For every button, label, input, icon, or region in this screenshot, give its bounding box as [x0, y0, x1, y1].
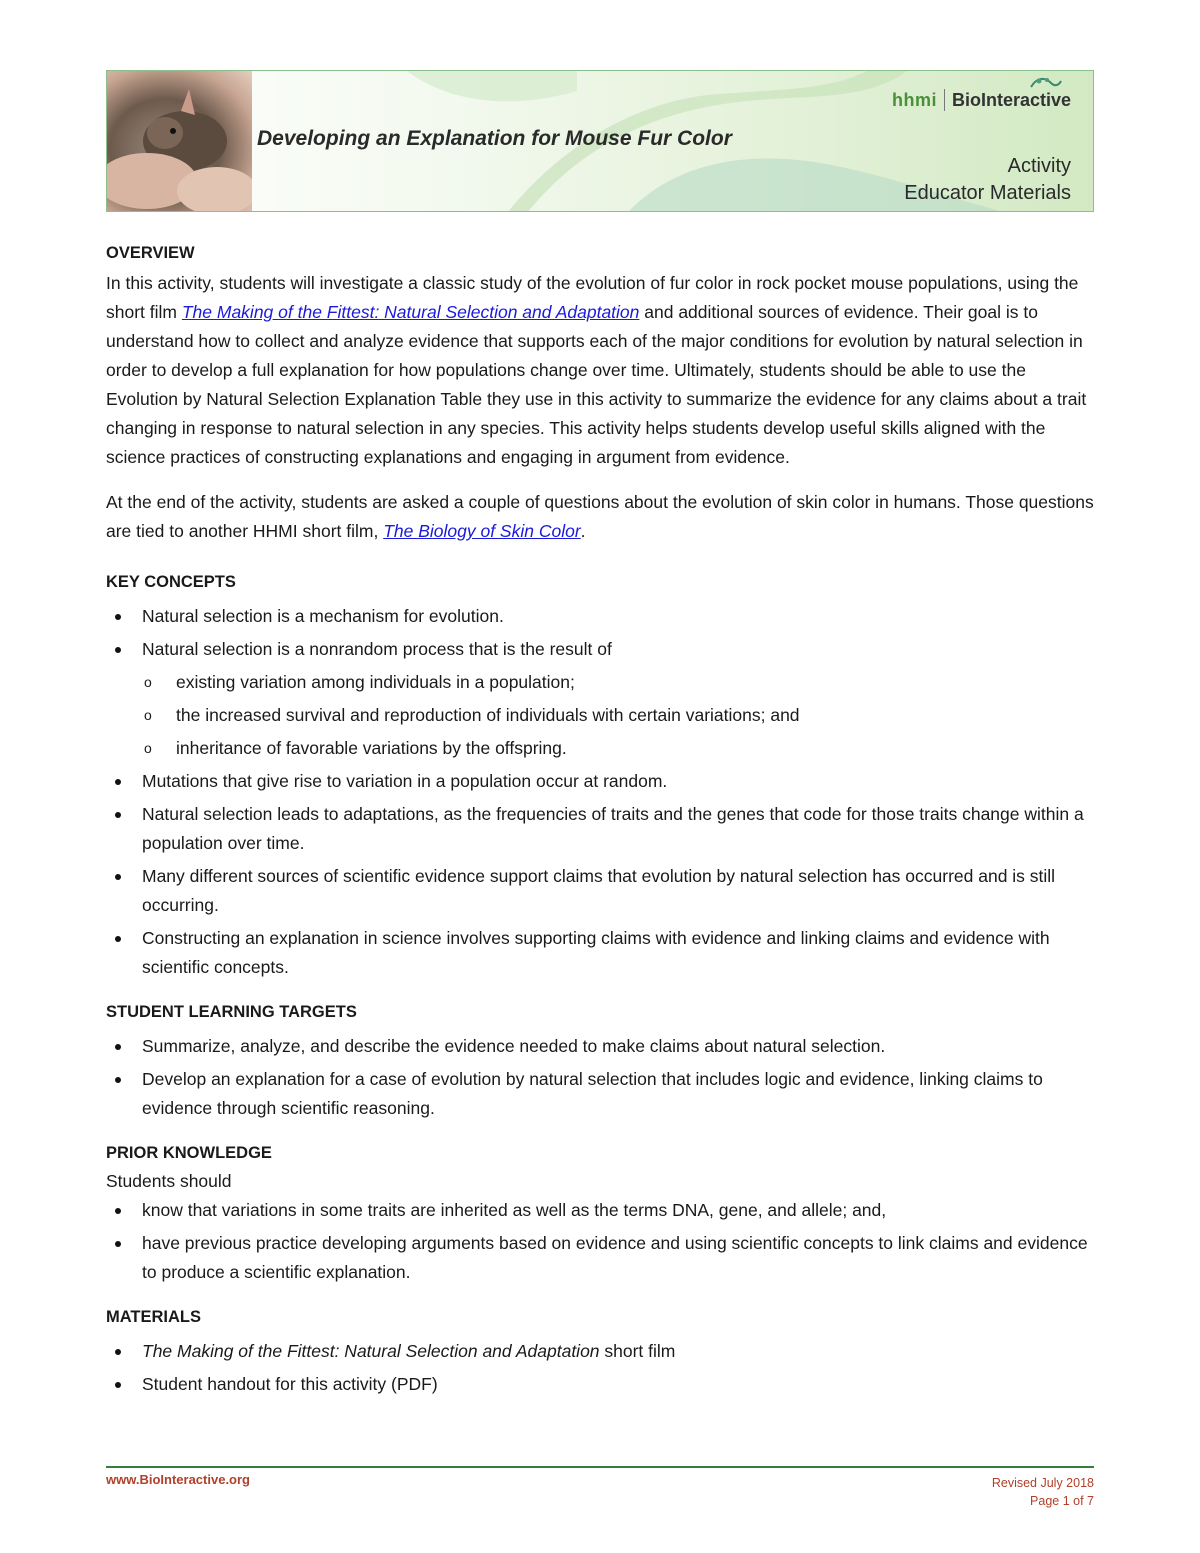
document-body: [106, 241, 1096, 1403]
overview-text-3: At the end of the activity, students are asked a couple of questions about the evolution of skin color in humans. Those questions are tied to another HHMI short film,: [106, 492, 1094, 541]
educator-materials-label: Educator Materials: [904, 182, 1071, 204]
logo-divider: [944, 89, 945, 111]
overview-heading: OVERVIEW: [106, 244, 195, 262]
learning-targets-list: [106, 1032, 1096, 1123]
film-title: The Making of the Fittest: Natural Selection and Adaptation: [142, 1341, 600, 1361]
key-concepts-list: [106, 602, 1096, 982]
mouse-photo: [107, 71, 252, 211]
leaf-icon: [1029, 75, 1063, 91]
list-item: Mutations that give rise to variation in a population occur at random.: [106, 767, 1096, 796]
footer-divider: [106, 1466, 1094, 1468]
list-item: [106, 1337, 1096, 1366]
learning-targets-heading: STUDENT LEARNING TARGETS: [106, 1003, 357, 1021]
hhmi-biointeractive-logo[interactable]: [892, 89, 1071, 111]
revised-date: Revised July 2018: [991, 1476, 1094, 1490]
list-item: Summarize, analyze, and describe the evidence needed to make claims about natural selection.: [106, 1032, 1096, 1061]
sub-list-item: o the increased survival and reproduction of individuals with certain variations; and: [106, 701, 1096, 730]
page-number: Page 1 of 7: [1030, 1494, 1094, 1508]
materials-heading: MATERIALS: [106, 1308, 202, 1326]
prior-knowledge-list: [106, 1196, 1096, 1287]
making-of-fittest-link[interactable]: The Making of the Fittest: Natural Selection and Adaptation: [181, 302, 640, 322]
header-banner: [106, 70, 1094, 212]
film-suffix: short film: [599, 1341, 676, 1361]
key-concepts-heading: KEY CONCEPTS: [106, 573, 236, 591]
list-item: Constructing an explanation in science involves supporting claims with evidence and linking claims and evidence with scientific concepts.: [106, 924, 1096, 982]
footer-website-link[interactable]: www.BioInteractive.org: [106, 1472, 250, 1487]
footer-info: [992, 1474, 1094, 1510]
logo-hhmi-text: hhmi: [891, 89, 937, 110]
sub-list-item: o existing variation among individuals in a population;: [106, 668, 1096, 697]
materials-list: [106, 1337, 1096, 1399]
prior-knowledge-intro: Students should: [106, 1171, 232, 1191]
overview-text-1: In this activity, students will investigate a classic study of the evolution of fur color in rock pocket mouse populations, using the short film: [106, 273, 1079, 322]
overview-paragraph-1: [106, 269, 1096, 472]
list-item: have previous practice developing arguments based on evidence and using scientific concepts to link claims and evidence to produce a scientific explanation.: [106, 1229, 1096, 1287]
page-title: Developing an Explanation for Mouse Fur Color: [257, 127, 732, 150]
activity-label: Activity: [1007, 155, 1071, 177]
list-item: Develop an explanation for a case of evolution by natural selection that includes logic and evidence, linking claims to evidence through scientific reasoning.: [106, 1065, 1096, 1123]
list-item: Many different sources of scientific evidence support claims that evolution by natural selection has occurred and is still occurring.: [106, 862, 1096, 920]
logo-biointeractive-text: BioInteractive: [951, 89, 1071, 110]
sub-list-item: o inheritance of favorable variations by the offspring.: [106, 734, 1096, 763]
overview-text-2: and additional sources of evidence. Their goal is to understand how to collect and analyze evidence that supports each of the major conditions for evolution by natural selection in order to develop a full explanation for how populations change over time. Ultimately, students should be able to use the Evolution by Natural Selection Explanation Table they use in this activity to summarize the evidence for any claims about a trait changing in response to natural selection in any species. This activity helps students develop useful skills aligned with the science practices of constructing explanations and engaging in argument from evidence.: [106, 302, 1087, 467]
list-item: Natural selection leads to adaptations, as the frequencies of traits and the genes that code for those traits change within a population over time.: [106, 800, 1096, 858]
biology-of-skin-color-link[interactable]: The Biology of Skin Color: [383, 521, 581, 541]
list-item: Natural selection is a mechanism for evolution.: [106, 602, 1096, 631]
list-item: Student handout for this activity (PDF): [106, 1370, 1096, 1399]
prior-knowledge-heading: PRIOR KNOWLEDGE: [106, 1144, 272, 1162]
list-item: Natural selection is a nonrandom process that is the result of: [106, 635, 1096, 664]
list-item: know that variations in some traits are inherited as well as the terms DNA, gene, and allele; and,: [106, 1196, 1096, 1225]
overview-paragraph-2: [106, 488, 1096, 546]
overview-text-4: .: [580, 521, 586, 541]
